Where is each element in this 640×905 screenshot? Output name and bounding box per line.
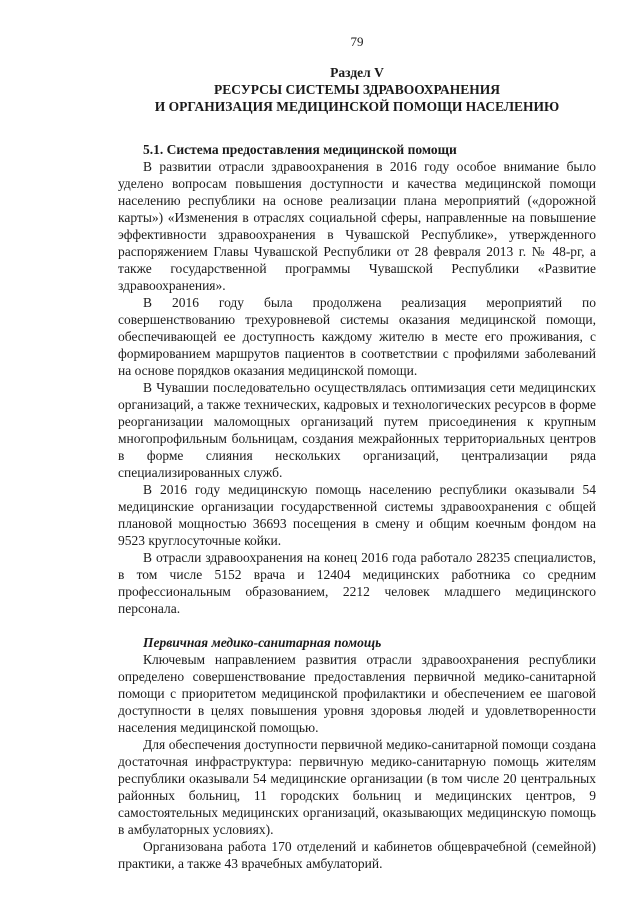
- paragraph: Ключевым направлением развития отрасли здравоохранения республики определено совершенствование предоставления первичной медико-санитарной помощи с приоритетом медицинской профилактики и обеспечением ее шаговой доступности в целях повышения уровня здоровья людей и удовлетворенности населения медицинской помощью.: [118, 652, 596, 735]
- document-page: [118, 34, 596, 872]
- primary-care-heading: Первичная медико-санитарная помощь: [143, 635, 382, 650]
- paragraph: Для обеспечения доступности первичной медико-санитарной помощи создана достаточная инфраструктура: первичную медико-санитарную помощь жителям республики оказывали 54 медицинские организации (в том числе 20 центральных районных больниц, 11 городских больниц и медицинских центров, 9 самостоятельных медицинских организаций, оказывающих медицинскую помощь в амбулаторных условиях).: [118, 737, 596, 837]
- paragraph: В 2016 году медицинскую помощь населению республики оказывали 54 медицинские организации государственной системы здравоохранения с общей плановой мощностью 36693 посещения в смену и общим коечным фондом на 9523 круглосуточные койки.: [118, 482, 596, 548]
- paragraph: В развитии отрасли здравоохранения в 2016 году особое внимание было уделено вопросам повышения доступности и качества медицинской помощи населению республики на основе реализации плана мероприятий («дорожной карты») «Изменения в отраслях социальной сферы, направленные на повышение эффективности здравоохранения в Чувашской Республике», утвержденного распоряжением Главы Чувашской Республики от 28 февраля 2013 г. № 48-рг, а также государственной программы Чувашской Республики «Развитие здравоохранения».: [118, 159, 596, 293]
- paragraph: В отрасли здравоохранения на конец 2016 года работало 28235 специалистов, в том числе 5152 врача и 12404 медицинских работника со средним профессиональным образованием, 2212 человек младшего медицинского персонала.: [118, 550, 596, 616]
- section-label: Раздел V: [330, 65, 384, 80]
- section-title-line-1: РЕСУРСЫ СИСТЕМЫ ЗДРАВООХРАНЕНИЯ: [214, 82, 500, 97]
- paragraph: В Чувашии последовательно осуществлялась оптимизация сети медицинских организаций, а также технических, кадровых и технологических ресурсов в форме реорганизации маломощных организаций путем присоединения к крупным многопрофильным больницам, создания межрайонных территориальных центров в форме слияния нескольких организаций, централизации ряда специализированных служб.: [118, 380, 596, 480]
- subsection-title: 5.1. Система предоставления медицинской помощи: [143, 142, 457, 157]
- page-number: 79: [350, 34, 364, 49]
- section-title-line-2: И ОРГАНИЗАЦИЯ МЕДИЦИНСКОЙ ПОМОЩИ НАСЕЛЕНИЮ: [154, 99, 560, 114]
- paragraph: Организована работа 170 отделений и кабинетов общеврачебной (семейной) практики, а также 43 врачебных амбулаторий.: [118, 839, 596, 871]
- paragraph: В 2016 году была продолжена реализация мероприятий по совершенствованию трехуровневой системы оказания медицинской помощи, обеспечивающей ее доступность каждому жителю в месте его проживания, с формированием маршрутов пациентов в соответствии с профилями заболеваний на основе порядков оказания медицинской помощи.: [118, 295, 596, 378]
